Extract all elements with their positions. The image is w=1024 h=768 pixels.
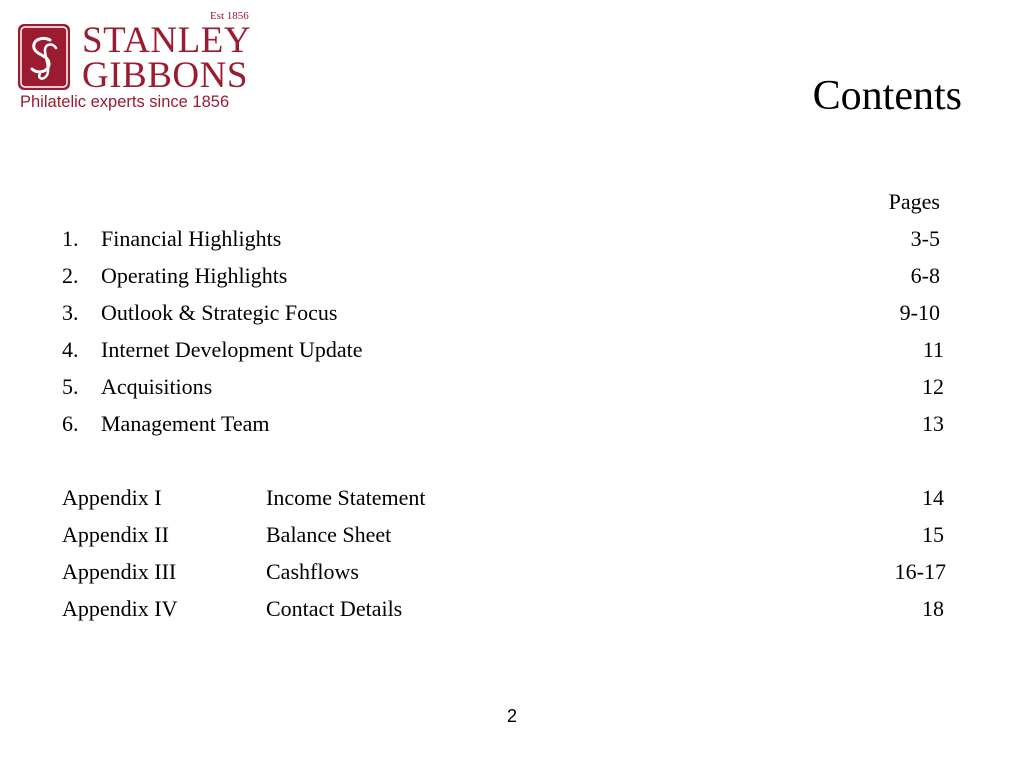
toc-item-title: Operating Highlights (101, 263, 288, 288)
appendix-item (62, 516, 948, 553)
appendix-title: Contact Details (266, 596, 403, 621)
appendix-item (62, 590, 948, 627)
toc-item (62, 368, 948, 405)
toc-item (62, 294, 948, 331)
toc-item-number: 2. (62, 263, 79, 288)
toc-item-title: Acquisitions (101, 374, 213, 399)
logo-name-gibbons: GIBBONS (82, 55, 248, 96)
toc-item-pages: 6-8 (910, 263, 940, 288)
page-title: Contents (812, 73, 962, 119)
appendix-label: Appendix I (62, 485, 162, 510)
toc-item-pages: 3-5 (910, 226, 940, 251)
appendix-pages: 14 (922, 485, 944, 510)
toc-item-pages: 11 (922, 337, 944, 362)
logo-established: Est 1856 (210, 10, 249, 22)
toc-item-title: Management Team (101, 411, 270, 436)
appendix-pages: 15 (922, 522, 944, 547)
appendix-title: Cashflows (266, 559, 359, 584)
toc-item-title: Financial Highlights (101, 226, 282, 251)
appendix-title: Income Statement (266, 485, 426, 510)
toc-item-number: 1. (62, 226, 79, 251)
toc-item-number: 3. (62, 300, 79, 325)
toc-item-title: Outlook & Strategic Focus (101, 300, 338, 325)
sg-monogram-icon (18, 24, 70, 90)
toc-item-number: 5. (62, 374, 79, 399)
toc-item-pages: 12 (922, 374, 944, 399)
toc-item-number: 4. (62, 337, 79, 362)
table-of-contents (62, 183, 948, 627)
toc-item-title: Internet Development Update (101, 337, 363, 362)
toc-item-pages: 13 (922, 411, 944, 436)
toc-item (62, 331, 948, 368)
appendix-pages: 18 (922, 596, 944, 621)
appendix-item (62, 553, 948, 590)
toc-item (62, 220, 948, 257)
pages-column-header: Pages (888, 189, 940, 214)
toc-item-number: 6. (62, 411, 79, 436)
appendix-label: Appendix IV (62, 596, 178, 621)
appendix-label: Appendix II (62, 522, 169, 547)
appendix-pages: 16-17 (894, 559, 946, 584)
logo-name-stanley: STANLEY (82, 20, 252, 61)
toc-spacer (62, 442, 948, 479)
toc-item (62, 257, 948, 294)
toc-item (62, 405, 948, 442)
slide-page-number: 2 (506, 706, 517, 726)
appendix-title: Balance Sheet (266, 522, 392, 547)
logo-tagline: Philatelic experts since 1856 (20, 93, 230, 111)
appendix-item (62, 479, 948, 516)
company-logo (16, 10, 261, 115)
toc-header (62, 183, 948, 220)
toc-item-pages: 9-10 (899, 300, 940, 325)
appendix-label: Appendix III (62, 559, 177, 584)
